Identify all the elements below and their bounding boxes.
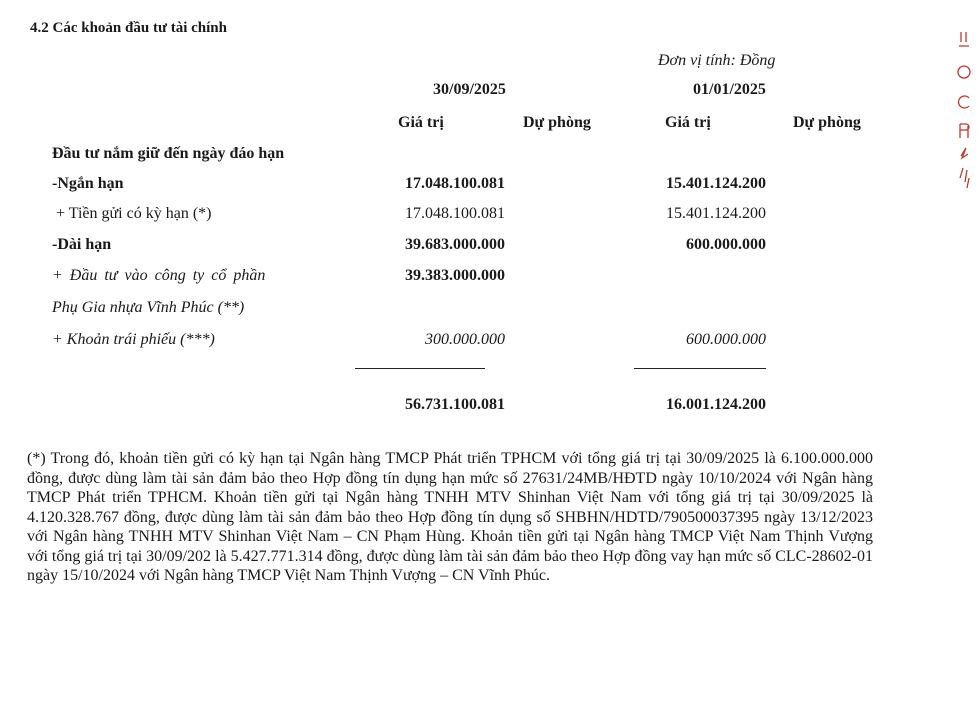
table-row	[0, 175, 977, 201]
table-row	[0, 236, 977, 262]
row-label: Phụ Gia nhựa Vĩnh Phúc (**)	[52, 299, 245, 316]
row-value-prior: 15.401.124.200	[666, 205, 766, 222]
col-header-provision-prior: Dự phòng	[793, 114, 861, 131]
row-value-prior: 600.000.000	[686, 331, 766, 348]
row-label: -Ngắn hạn	[52, 175, 124, 192]
row-value-prior: 600.000.000	[686, 236, 766, 253]
col-header-value-prior: Giá trị	[665, 114, 711, 131]
row-label: + Khoản trái phiếu (***)	[52, 331, 215, 348]
total-rule-prior	[634, 368, 766, 369]
row-value-current: 17.048.100.081	[405, 205, 505, 222]
table-row	[0, 331, 977, 357]
col-header-provision-current: Dự phòng	[523, 114, 591, 131]
row-value-prior: 15.401.124.200	[666, 175, 766, 192]
unit-label: Đơn vị tính: Đồng	[658, 52, 776, 69]
period-date-current: 30/09/2025	[433, 81, 506, 98]
footnote-paragraph: (*) Trong đó, khoản tiền gửi có kỳ hạn tại Ngân hàng TMCP Phát triển TPHCM với tổng giá trị tại 30/09/2025 là 6.100.000.000 đồng, được dùng làm tài sản đảm bảo theo Hợp đồng tín dụng hạn mức số 27631/24MB/HĐTD ngày 10/10/2024 với Ngân hàng TMCP Phát triển TPHCM. Khoản tiền gửi tại Ngân hàng TNHH MTV Shinhan Việt Nam với tổng giá trị tại 30/09/2025 là 4.120.328.767 đồng, được dùng làm tài sản đảm bảo theo Hợp đồng tín dụng số SHBHN/HDTD/790500037395 ngày 13/12/2023 với Ngân hàng TNHH MTV Shinhan Việt Nam – CN Phạm Hùng. Khoản tiền gửi tại Ngân hàng TMCP Việt Nam Thịnh Vượng với tổng giá trị tại 30/09/202 là 5.427.771.314 đồng, được dùng làm tài sản đảm bảo theo Hợp đồng vay hạn mức số CLC-28602-01 ngày 15/10/2024 với Ngân hàng TMCP Việt Nam Thịnh Vượng – CN Vĩnh Phúc.	[27, 450, 873, 584]
section-title: 4.2 Các khoản đầu tư tài chính	[30, 20, 227, 36]
total-row	[0, 396, 977, 422]
row-label: Đầu tư nắm giữ đến ngày đáo hạn	[52, 145, 285, 162]
margin-stamp-mark	[955, 10, 973, 200]
table-row	[0, 267, 977, 293]
stamp-fragment-icon	[955, 10, 973, 200]
row-label: -Dài hạn	[52, 236, 112, 253]
row-value-current: 17.048.100.081	[405, 175, 505, 192]
row-label: + Tiền gửi có kỳ hạn (*)	[52, 205, 212, 222]
row-value-current: 39.683.000.000	[405, 236, 505, 253]
table-row	[0, 299, 977, 325]
row-label: + Đầu tư vào công ty cổ phần	[52, 267, 266, 284]
total-value-current: 56.731.100.081	[405, 396, 505, 413]
table-row	[0, 145, 977, 171]
table-row	[0, 205, 977, 231]
period-date-prior: 01/01/2025	[693, 81, 766, 98]
row-value-current: 39.383.000.000	[405, 267, 505, 284]
total-rule-current	[355, 368, 485, 369]
row-value-current: 300.000.000	[425, 331, 505, 348]
col-header-value-current: Giá trị	[398, 114, 444, 131]
total-value-prior: 16.001.124.200	[666, 396, 766, 413]
